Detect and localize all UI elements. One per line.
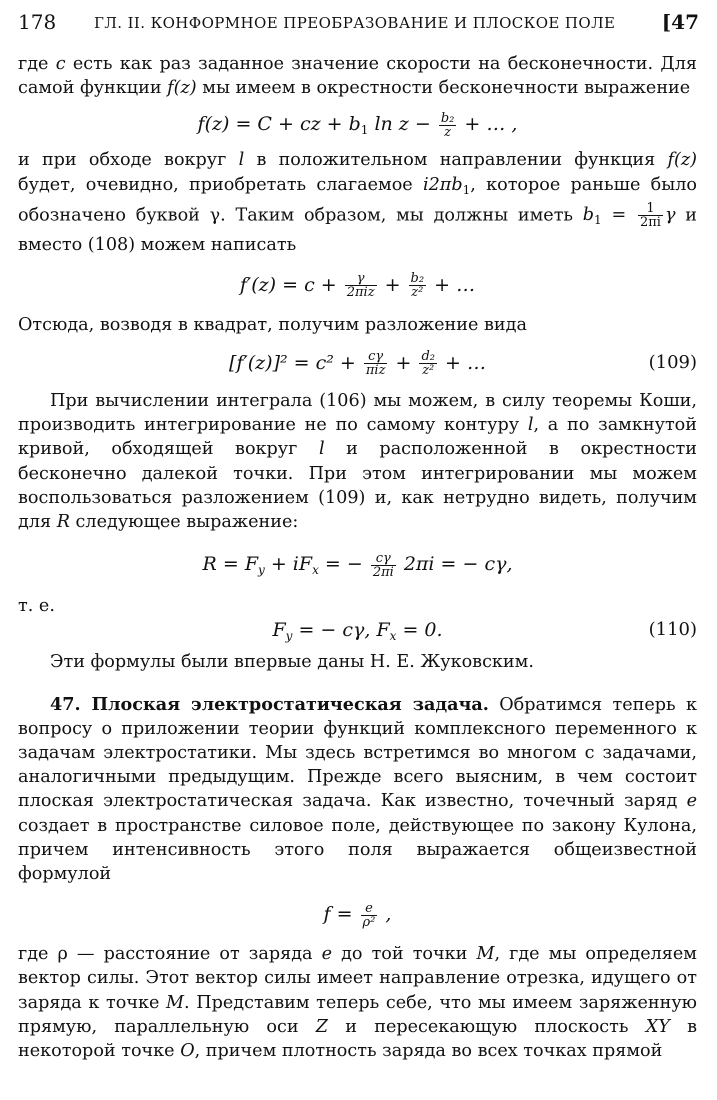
paragraph-7: где ρ — расстояние от заряда e до той точки M, где мы определяем вектор силы. Этот вектор силы имеет направление отрезка, идущего от заряда к точке M. Представим теперь себе, что мы имеем заряженную прямую, параллельную оси Z и пересекающую плоскость XY в некоторой точке O, причем плотность заряда во всех точках прямой [18, 944, 697, 1061]
equation-f-expansion: f(z) = C + cz + $b_1$ ln z − $\frac{\text{b₂}}{z}$ + … , [197, 110, 518, 140]
equation-109: [f′(z)]² = c² + $\frac{c\gamma}{\text{πiz}}$ + $\frac{\text{d₂}}{\text{z²}}$ + … (109) [18, 337, 697, 389]
equation-110: $F_y$ = − cγ, $F_x = 0$. (110) [18, 614, 697, 646]
page-body [18, 52, 697, 1063]
paragraph-4: При вычислении интеграла (106) мы можем, в силу теоремы Коши, производить интегрирование не по самому контуру l, а по замкнутой кривой, обходящей вокруг l и расположенной в окрестности бесконечно далекой точки. При этом интегрировании мы можем воспользоваться разложением (109) и, как нетрудно видеть, получим для R следующее выражение: [18, 390, 697, 532]
section-reference: [47 [661, 10, 699, 34]
section-47-paragraph: 47. Плоская электростатическая задача. Обратимся теперь к вопросу о приложении теории функций комплексного переменного к задачам электростатики. Мы здесь встретимся во многом с задачами, аналогичными предыдущим. Прежде всего выясним, в чем состоит плоская электростатическая задача. Как известно, точечный заряд e создает в пространстве силовое поле, действующее по закону Кулона, причем интенсивность этого поля выражается общеизвестной формулой [18, 693, 697, 884]
paragraph-6: Эти формулы были впервые даны Н. Е. Жуковским. [50, 652, 534, 673]
equation-f-prime: f′(z) = c + $\frac{\gamma}{\text{2πiz}}$ + $\frac{\text{b₂}}{\text{z²}}$ + … [239, 271, 476, 301]
paragraph-5: т. е. [18, 596, 55, 617]
paragraph-2: и при обходе вокруг l в положительном направлении функция f(z) будет, очевидно, приобретать слагаемое $i2\pi b_1$, которое раньше было обозначено буквой γ. Таким образом, мы должны иметь $b_1$ = $\frac{1}{2\pi i}$ γ и вместо (108) можем написать [18, 150, 697, 255]
page-header [18, 10, 699, 36]
equation-number-110: (110) [648, 619, 697, 641]
running-title: ГЛ. II. КОНФОРМНОЕ ПРЕОБРАЗОВАНИЕ И ПЛОСКОЕ ПОЛЕ [94, 14, 616, 32]
equation-R: $R = F_y + iF_x$ = − $\frac{c\gamma}{2\pi i}$ 2πi = − cγ, [202, 550, 513, 580]
page-number: 178 [18, 10, 57, 34]
equation-coulomb: f = $\frac{e}{\text{ρ²}}$ , [323, 900, 392, 930]
section-47-title: 47. Плоская электростатическая задача. [50, 693, 489, 715]
inline-b1-formula: $b_1$ = $\frac{1}{2\pi i}$ γ [582, 200, 676, 230]
paragraph-1: где c есть как раз заданное значение скорости на бесконечности. Для самой функции f(z) мы имеем в окрестности бесконечности выражение [18, 54, 697, 99]
equation-number-109: (109) [648, 351, 697, 373]
paragraph-3: Отсюда, возводя в квадрат, получим разложение вида [18, 314, 527, 335]
